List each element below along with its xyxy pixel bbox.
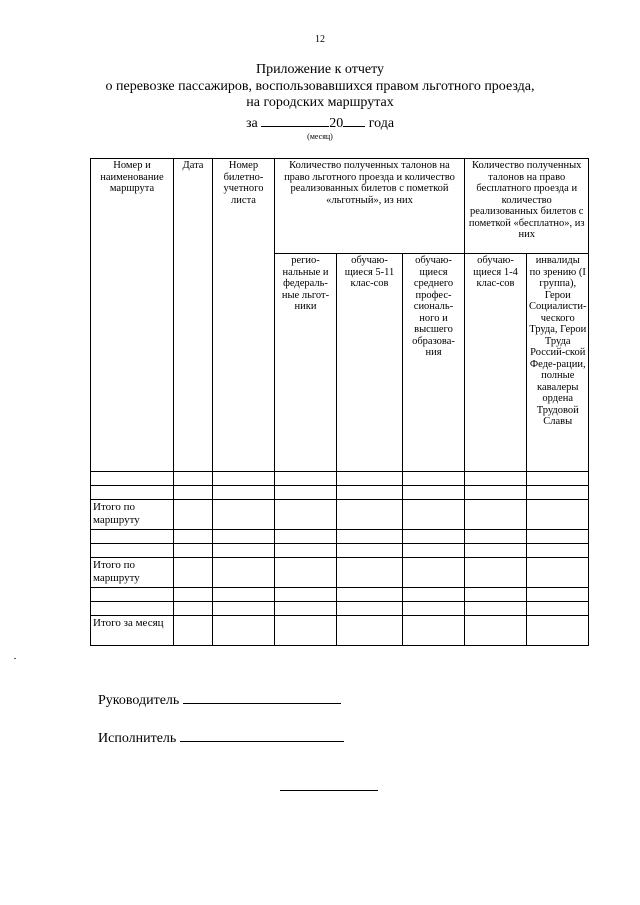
header-students-1-4: обучаю-щиеся 1-4 клас-сов [465,254,527,472]
table-row [91,588,589,602]
heading-line-1: Приложение к отчету [255,62,385,77]
total-route-2: Итого по маршруту [91,558,174,588]
table-row [91,616,589,646]
heading-period-prefix: за [245,116,258,131]
signature-head [98,690,341,709]
table-row [91,486,589,500]
heading-line-4 [0,113,640,132]
month-blank [261,113,329,127]
total-month: Итого за месяц [91,616,174,646]
heading-period-suffix: года [368,116,395,131]
total-route-1: Итого по маршруту [91,500,174,530]
signature-executor-label: Исполнитель [98,731,177,746]
header-ticket-sheet: Номер билетно-учетного листа [213,159,275,472]
table-row [91,558,589,588]
page-number: 12 [315,34,325,45]
signature-executor-line [180,728,344,742]
signature-head-line [183,690,341,704]
heading-year-prefix: 20 [329,116,344,131]
header-regional: регио-нальные и федераль-ные льгот-ники [275,254,337,472]
header-route: Номер и наименование маршрута [91,159,174,472]
header-free-group: Количество полученных талонов на право бесплатного проезда и количество реализованных билетов с пометкой «бесплатно», из них [465,159,589,254]
table-row [91,500,589,530]
end-divider [280,790,378,791]
header-secondary-prof: обучаю-щиеся среднего профес-сиональ-ного и высшего образова-ния [403,254,465,472]
header-disabled-heroes: инвалиды по зрению (I группа), Герои Социалисти-ческого Труда, Герои Труда Россий-ской Феде-рации, полные кавалеры ордена Трудовой Славы [527,254,589,472]
year-blank [343,113,365,127]
heading-line-2: о перевозке пассажиров, воспользовавшихся правом льготного проезда, [105,79,535,94]
report-table [90,158,589,646]
table-header-row [91,159,589,254]
header-students-5-11: обучаю-щиеся 5-11 клас-сов [337,254,403,472]
header-date: Дата [174,159,213,472]
heading-line-3: на городских маршрутах [246,95,394,110]
signature-executor [98,728,344,747]
table-row [91,544,589,558]
table-row [91,530,589,544]
table-row [91,602,589,616]
signature-head-label: Руководитель [98,693,180,708]
header-preferential-group: Количество полученных талонов на право льготного проезда и количество реализованных билетов с пометкой «льготный», из них [275,159,465,254]
table-row [91,472,589,486]
month-caption: (месяц) [307,132,333,141]
margin-mark [14,658,16,659]
